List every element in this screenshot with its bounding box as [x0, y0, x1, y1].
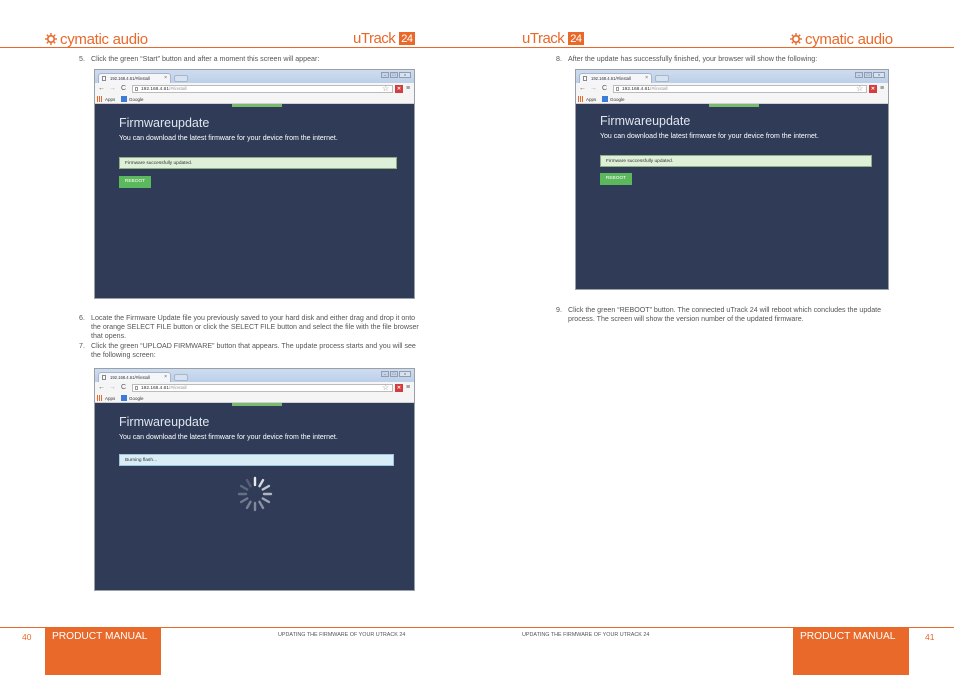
google-icon — [602, 96, 608, 102]
browser-screenshot-success — [94, 69, 415, 299]
bookmark-label: Apps — [586, 97, 597, 102]
reload-icon[interactable]: C — [121, 85, 127, 92]
maximize-icon[interactable]: □ — [864, 72, 872, 78]
product-logo — [353, 30, 415, 47]
page-icon — [583, 76, 587, 81]
browser-screenshot-burning — [94, 368, 415, 591]
step-text: Locate the Firmware Update file you previously saved to your hard disk and either drag and drop it onto the orange SELECT FILE button or click the SELECT FILE button and select the file with the file browser that opens. — [91, 314, 419, 340]
product-name: uTrack — [522, 30, 565, 47]
extension-icon[interactable]: ✕ — [396, 385, 402, 391]
new-tab-button[interactable] — [655, 75, 669, 82]
browser-tab[interactable] — [579, 73, 652, 83]
reboot-button[interactable]: REBOOT — [600, 173, 632, 185]
bookmark-google[interactable] — [602, 96, 625, 103]
gear-logo-icon — [790, 33, 802, 45]
reboot-button[interactable]: REBOOT — [119, 176, 151, 188]
page-icon — [616, 87, 619, 91]
product-number: 24 — [401, 33, 413, 45]
brand-name: cymatic audio — [60, 31, 148, 48]
maximize-icon[interactable]: □ — [390, 72, 398, 78]
page-subtitle: You can download the latest firmware for your device from the internet. — [119, 135, 338, 142]
minimize-icon[interactable]: – — [381, 371, 389, 377]
status-message: Burning flash... — [119, 454, 394, 466]
brand-logo — [45, 31, 148, 48]
bookmark-star-icon[interactable]: ☆ — [856, 84, 864, 93]
product-logo — [522, 30, 584, 47]
footer-title: UPDATING THE FIRMWARE OF YOUR UTRACK 24 — [522, 632, 650, 638]
page-subtitle: You can download the latest firmware for your device from the internet. — [119, 434, 338, 441]
url-path: /#/install — [169, 386, 187, 391]
bookmark-label: Google — [610, 97, 625, 102]
bookmarks-bar — [95, 95, 414, 104]
browser-tab[interactable] — [98, 73, 171, 83]
new-tab-button[interactable] — [174, 374, 188, 381]
window-controls — [381, 371, 411, 377]
address-bar[interactable] — [132, 85, 393, 93]
brand-name: cymatic audio — [805, 31, 893, 48]
footer-title: UPDATING THE FIRMWARE OF YOUR UTRACK 24 — [278, 632, 406, 638]
tab-bar — [95, 369, 414, 382]
bookmarks-bar — [576, 95, 888, 104]
tab-title: 192.168.4.61/#/install — [110, 76, 150, 81]
nav-bar — [95, 83, 414, 95]
tab-close-icon[interactable]: × — [645, 75, 648, 81]
page-title: Firmwareupdate — [119, 415, 210, 429]
tab-bar — [95, 70, 414, 83]
address-bar[interactable] — [613, 85, 867, 93]
url-host: 192.168.4.61 — [141, 87, 170, 92]
product-number: 24 — [570, 33, 582, 45]
bookmark-star-icon[interactable]: ☆ — [382, 383, 390, 392]
apps-icon — [97, 395, 103, 401]
window-controls — [381, 72, 411, 78]
page-number: 40 — [22, 632, 32, 642]
apps-icon — [578, 96, 584, 102]
page-icon — [135, 386, 138, 390]
top-green-strip — [232, 403, 282, 406]
top-green-strip — [709, 104, 759, 107]
product-manual-label: PRODUCT MANUAL — [793, 628, 909, 675]
url-path: /#/install — [650, 87, 668, 92]
step-text: Click the green “UPLOAD FIRMWARE” button that appears. The update process starts and you will see the following screen: — [91, 342, 416, 359]
extension-icon[interactable]: ✕ — [870, 86, 876, 92]
product-manual-label: PRODUCT MANUAL — [45, 628, 161, 675]
apps-icon — [97, 96, 103, 102]
page-content — [576, 104, 888, 289]
page-icon — [135, 87, 138, 91]
step-number: 5. — [79, 55, 85, 63]
step-text: Click the green “Start” button and after a moment this screen will appear: — [91, 55, 320, 63]
close-window-icon[interactable]: × — [399, 371, 411, 377]
minimize-icon[interactable]: – — [855, 72, 863, 78]
tab-close-icon[interactable]: × — [164, 374, 167, 380]
back-arrow-icon[interactable]: ← — [579, 85, 586, 92]
tab-bar — [576, 70, 888, 83]
back-arrow-icon[interactable]: ← — [98, 384, 105, 391]
reload-icon[interactable]: C — [602, 85, 608, 92]
back-arrow-icon[interactable]: ← — [98, 85, 105, 92]
browser-screenshot-success — [575, 69, 889, 290]
right-page — [477, 0, 954, 675]
bookmark-apps[interactable] — [97, 395, 115, 402]
step-text: Click the green “REBOOT” button. The connected uTrack 24 will reboot which concludes the update process. The screen will show the version number of the updated firmware. — [568, 306, 882, 323]
page-icon — [102, 375, 106, 380]
step-number: 9. — [556, 306, 562, 314]
brand-logo — [790, 31, 893, 48]
maximize-icon[interactable]: □ — [390, 371, 398, 377]
step-text: After the update has successfully finished, your browser will show the following: — [568, 55, 818, 63]
bookmark-google[interactable] — [121, 96, 144, 103]
gear-logo-icon — [45, 33, 57, 45]
forward-arrow-icon[interactable]: → — [109, 85, 116, 92]
page-number: 41 — [925, 632, 935, 642]
url-path: /#/install — [169, 87, 187, 92]
status-message: Firmware successfully updated. — [600, 155, 872, 167]
tab-close-icon[interactable]: × — [164, 75, 167, 81]
status-message: Firmware successfully updated. — [119, 157, 397, 169]
browser-tab[interactable] — [98, 372, 171, 382]
menu-icon[interactable]: ≡ — [406, 384, 411, 391]
address-bar[interactable] — [132, 384, 393, 392]
bookmark-label: Apps — [105, 396, 116, 401]
forward-arrow-icon[interactable]: → — [590, 85, 597, 92]
bookmark-label: Google — [129, 396, 144, 401]
minimize-icon[interactable]: – — [381, 72, 389, 78]
step-number: 8. — [556, 55, 562, 63]
step-number: 7. — [79, 342, 85, 350]
window-controls — [855, 72, 885, 78]
page-title: Firmwareupdate — [119, 116, 210, 130]
nav-bar — [95, 382, 414, 394]
page-content — [95, 104, 414, 298]
google-icon — [121, 395, 127, 401]
page-icon — [102, 76, 106, 81]
close-window-icon[interactable]: × — [873, 72, 885, 78]
menu-icon[interactable]: ≡ — [406, 85, 411, 92]
step-number: 6. — [79, 314, 85, 322]
top-green-strip — [232, 104, 282, 107]
forward-arrow-icon[interactable]: → — [109, 384, 116, 391]
page-subtitle: You can download the latest firmware for your device from the internet. — [600, 133, 819, 140]
loading-spinner-icon — [235, 474, 275, 514]
bookmarks-bar — [95, 394, 414, 403]
bookmark-apps[interactable] — [97, 96, 115, 103]
google-icon — [121, 96, 127, 102]
reload-icon[interactable]: C — [121, 384, 127, 391]
url-host: 192.168.4.61 — [622, 87, 651, 92]
new-tab-button[interactable] — [174, 75, 188, 82]
page-content — [95, 403, 414, 590]
page-title: Firmwareupdate — [600, 114, 691, 128]
bookmark-label: Apps — [105, 97, 116, 102]
nav-bar — [576, 83, 888, 95]
close-window-icon[interactable]: × — [399, 72, 411, 78]
bookmark-label: Google — [129, 97, 144, 102]
bookmark-star-icon[interactable]: ☆ — [382, 84, 390, 93]
tab-title: 192.168.4.61/#/install — [110, 375, 150, 380]
url-host: 192.168.4.61 — [141, 386, 170, 391]
bookmark-apps[interactable] — [578, 96, 596, 103]
extension-icon[interactable]: ✕ — [396, 86, 402, 92]
menu-icon[interactable]: ≡ — [880, 85, 885, 92]
bookmark-google[interactable] — [121, 395, 144, 402]
product-name: uTrack — [353, 30, 396, 47]
tab-title: 192.168.4.61/#/install — [591, 76, 631, 81]
